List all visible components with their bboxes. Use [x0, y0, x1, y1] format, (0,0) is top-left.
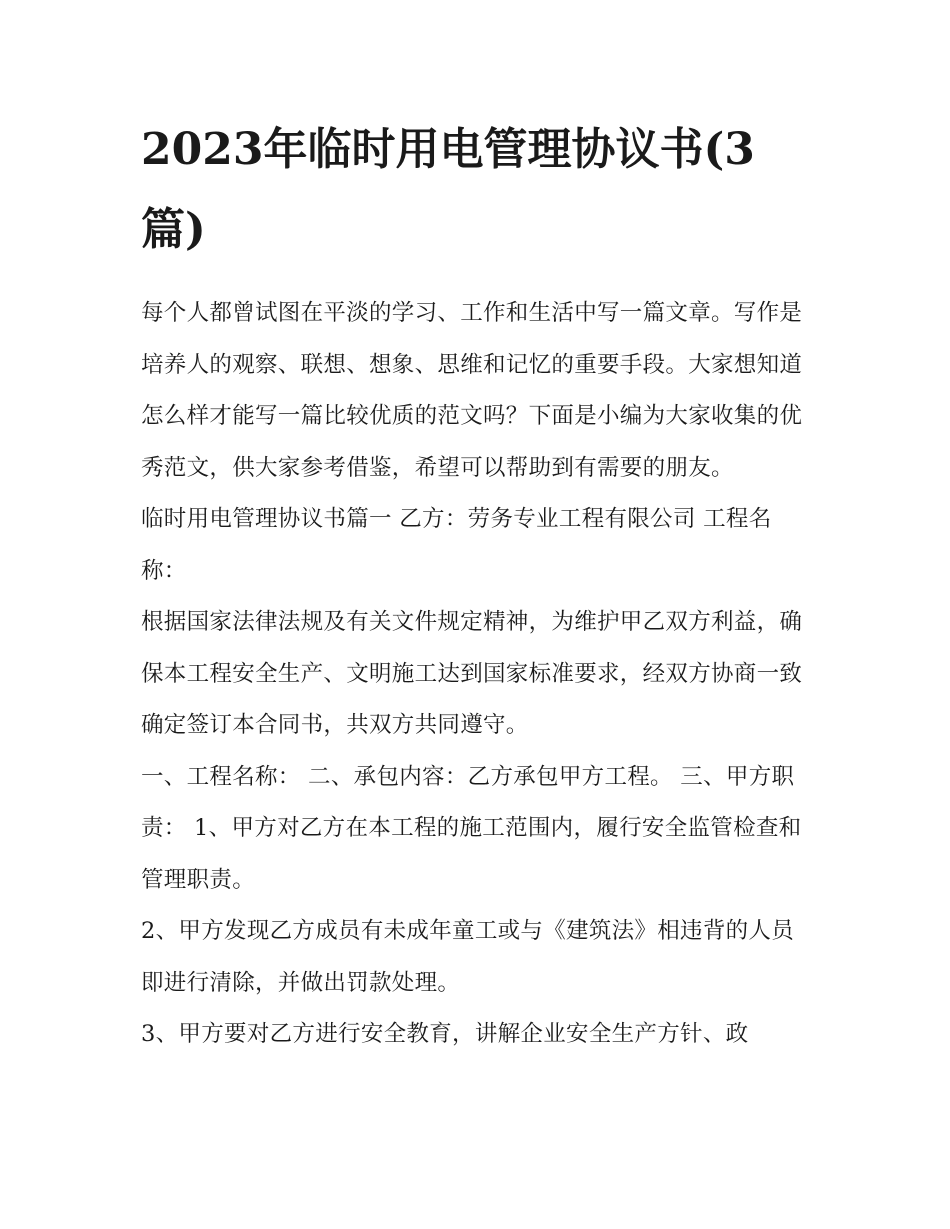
document-body [141, 110, 813, 1061]
preamble-paragraph: 根据国家法律法规及有关文件规定精神，为维护甲乙双方利益，确保本工程安全生产、文明施工达到国家标准要求，经双方协商一致确定签订本合同书，共双方共同遵守。 [141, 609, 803, 738]
clause-paragraph: 3、甲方要对乙方进行安全教育，讲解企业安全生产方针、政 [141, 1021, 749, 1047]
document-title: 2023年临时用电管理协议书(3篇) [141, 124, 755, 255]
intro-paragraph: 每个人都曾试图在平淡的学习、工作和生活中写一篇文章。写作是培养人的观察、联想、想象、思维和记忆的重要手段。大家想知道怎么样才能写一篇比较优质的范文吗？下面是小编为大家收集的优秀范文，供大家参考借鉴，希望可以帮助到有需要的朋友。 [141, 300, 803, 481]
agreement-heading-paragraph: 临时用电管理协议书篇一 乙方：劳务专业工程有限公司 工程名称： [141, 506, 772, 584]
clause-paragraph: 一、工程名称： 二、承包内容：乙方承包甲方工程。 三、甲方职责： 1、甲方对乙方在本工程的施工范围内，履行安全监管检查和管理职责。 [141, 763, 802, 893]
clause-paragraph: 2、甲方发现乙方成员有未成年童工或与《建筑法》相违背的人员即进行清除，并做出罚款处理。 [141, 918, 795, 996]
